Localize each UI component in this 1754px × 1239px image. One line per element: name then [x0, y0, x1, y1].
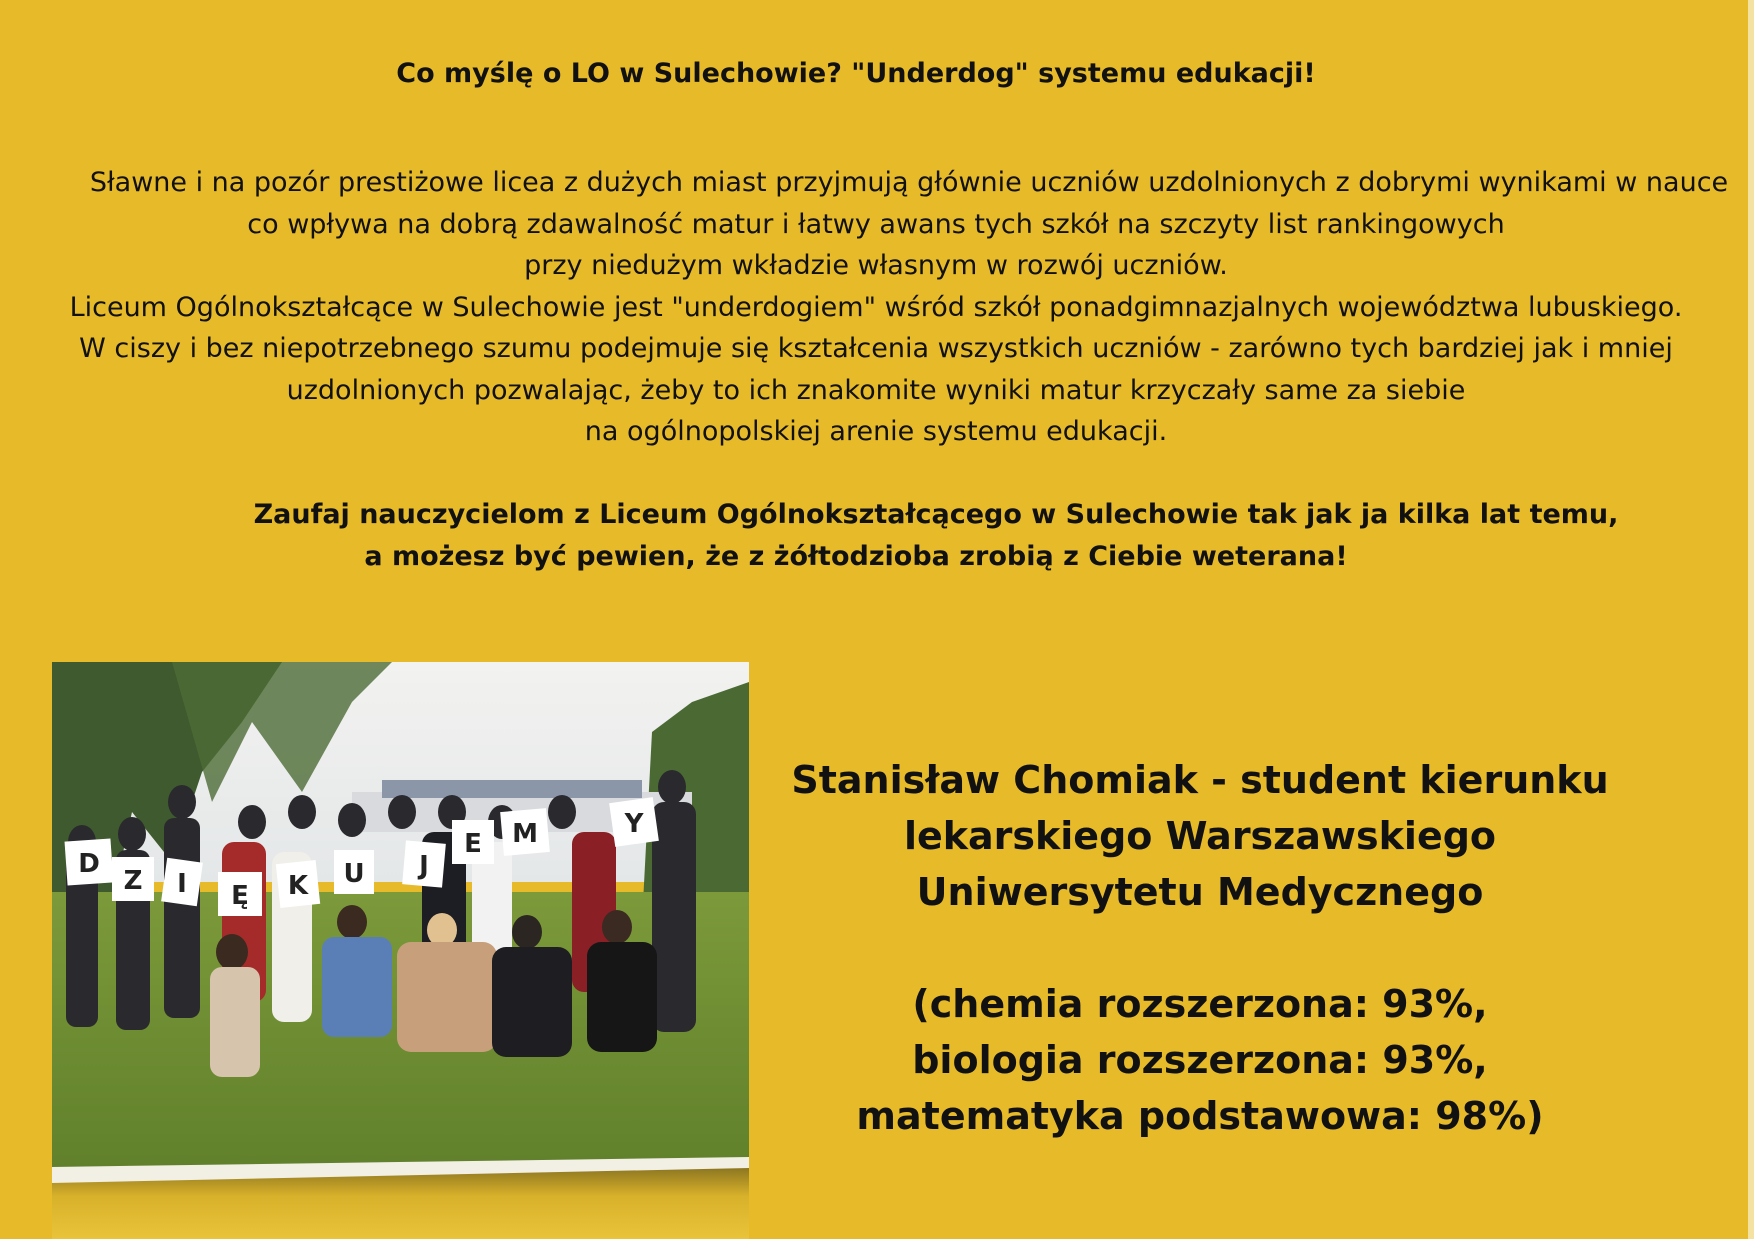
intro-line: Liceum Ogólnokształcące w Sulechowie jest "underdogiem" wśród szkół ponadgimnazjalnych województwa lubuskiego. — [69, 291, 1683, 323]
sign-letter: K — [287, 871, 309, 901]
sign-letter: Z — [123, 866, 143, 896]
intro-paragraph — [20, 162, 1732, 453]
caption-line: Stanisław Chomiak - student kierunku — [791, 758, 1609, 802]
intro-line: przy niedużym wkładzie własnym w rozwój uczniów. — [524, 250, 1228, 281]
results-line: biologia rozszerzona: 93%, — [912, 1038, 1488, 1082]
results-line: (chemia rozszerzona: 93%, — [912, 982, 1488, 1026]
results-line: matematyka podstawowa: 98%) — [856, 1094, 1544, 1138]
intro-line: uzdolnionych pozwalając, żeby to ich znakomite wyniki matur krzyczały same za siebie — [286, 374, 1466, 406]
sign-letter: U — [343, 859, 365, 889]
student-caption — [760, 752, 1640, 1144]
sign-letter: Y — [624, 809, 644, 839]
sign-letter: J — [419, 851, 429, 881]
caption-line: lekarskiego Warszawskiego — [903, 814, 1497, 858]
sign-letter: D — [78, 849, 100, 879]
intro-line: Sławne i na pozór prestiżowe licea z dużych miast przyjmują głównie uczniów uzdolnionych z dobrymi wynikami w nauce — [89, 167, 1729, 198]
page-title: Co myślę o LO w Sulechowie? "Underdog" systemu edukacji! — [396, 58, 1316, 89]
cta-line: a możesz być pewien, że z żółtodzioba zrobią z Ciebie weterana! — [364, 541, 1348, 572]
sign-letter: M — [512, 819, 538, 849]
call-to-action — [0, 494, 1712, 578]
caption-line: Uniwersytetu Medycznego — [916, 870, 1484, 914]
sign-letter: E — [464, 829, 482, 859]
intro-line: W ciszy i bez niepotrzebnego szumu podejmuje się kształcenia wszystkich uczniów - zarówno tych bardziej jak i mniej — [79, 333, 1673, 364]
spacer — [760, 920, 1640, 976]
intro-line: co wpływa na dobrą zdawalność matur i łatwy awans tych szkół na szczyty list rankingowych — [247, 208, 1505, 240]
group-photo — [52, 662, 749, 1239]
intro-line: na ogólnopolskiej arenie systemu edukacji. — [584, 416, 1168, 447]
page-edge — [1748, 0, 1754, 1239]
sign-letter: I — [177, 869, 187, 899]
cta-line: Zaufaj nauczycielom z Liceum Ogólnokształcącego w Sulechowie tak jak ja kilka lat temu, — [253, 499, 1619, 530]
sign-letter: Ę — [231, 881, 249, 911]
